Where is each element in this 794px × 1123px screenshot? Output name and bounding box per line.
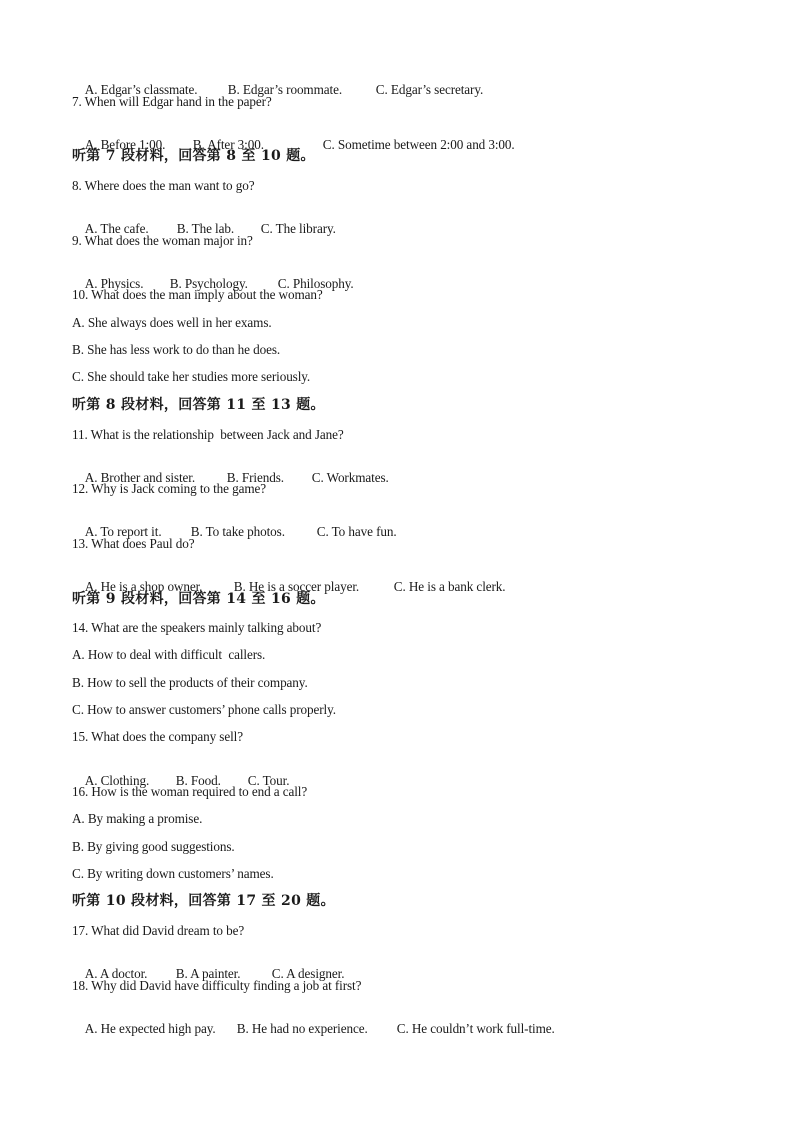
option-b: B. After 3:00. [192, 137, 264, 152]
option-c: C. By writing down customers’ names. [72, 866, 274, 881]
option-a: A. A doctor. [84, 966, 148, 981]
option-c: C. How to answer customers’ phone calls properly. [72, 702, 336, 717]
option-b: B. The lab. [176, 221, 235, 236]
question-15: 15. What does the company sell? [72, 729, 243, 744]
option-c: C. Philosophy. [277, 276, 354, 291]
option-b: B. To take photos. [190, 524, 285, 539]
section-heading-10: 听第 10 段材料，回答第 17 至 20 题。 [72, 893, 335, 909]
option-c: C. The library. [260, 221, 336, 236]
option-b: B. Edgar’s roommate. [227, 82, 343, 97]
option-a: A. Edgar’s classmate. [84, 82, 198, 97]
question-16: 16. How is the woman required to end a call? [72, 784, 308, 799]
options-line-q18 [72, 1005, 555, 1053]
option-c: C. To have fun. [316, 524, 397, 539]
option-b: B. She has less work to do than he does. [72, 342, 281, 357]
option-b: B. A painter. [175, 966, 241, 981]
question-17: 17. What did David dream to be? [72, 923, 245, 938]
option-c: C. Tour. [247, 773, 290, 788]
question-18: 18. Why did David have difficulty finding a job at first? [72, 978, 362, 993]
option-c: C. He couldn’t work full-time. [396, 1021, 555, 1036]
option-b: B. He had no experience. [236, 1021, 368, 1036]
question-12: 12. Why is Jack coming to the game? [72, 481, 267, 496]
section-heading-8: 听第 8 段材料，回答第 11 至 13 题。 [72, 397, 325, 413]
question-14: 14. What are the speakers mainly talking about? [72, 620, 322, 635]
question-7: 7. When will Edgar hand in the paper? [72, 94, 272, 109]
option-b: B. By giving good suggestions. [72, 839, 235, 854]
option-b: B. He is a soccer player. [233, 579, 360, 594]
question-13: 13. What does Paul do? [72, 536, 195, 551]
option-a: A. She always does well in her exams. [72, 315, 272, 330]
option-b: B. Friends. [226, 470, 284, 485]
option-a: A. Clothing. [84, 773, 150, 788]
question-11: 11. What is the relationship between Jack and Jane? [72, 427, 344, 442]
section-heading-9: 听第 9 段材料，回答第 14 至 16 题。 [72, 591, 325, 607]
question-8: 8. Where does the man want to go? [72, 178, 255, 193]
option-a: A. Physics. [84, 276, 144, 291]
option-a: A. To report it. [84, 524, 162, 539]
option-a: A. How to deal with difficult callers. [72, 647, 266, 662]
option-a: A. He expected high pay. [84, 1021, 216, 1036]
option-b: B. How to sell the products of their company. [72, 675, 308, 690]
option-a: A. The cafe. [84, 221, 149, 236]
option-b: B. Food. [175, 773, 221, 788]
option-c: C. Workmates. [311, 470, 389, 485]
section-heading-7: 听第 7 段材料，回答第 8 至 10 题。 [72, 148, 315, 164]
question-9: 9. What does the woman major in? [72, 233, 253, 248]
option-b: B. Psychology. [169, 276, 248, 291]
option-a: A. Before 1:00. [84, 137, 166, 152]
option-c: C. Edgar’s secretary. [375, 82, 484, 97]
option-c: C. She should take her studies more seriously. [72, 369, 311, 384]
option-c: C. A designer. [271, 966, 345, 981]
option-a: A. By making a promise. [72, 811, 203, 826]
option-a: A. He is a shop owner. [84, 579, 203, 594]
option-c: C. He is a bank clerk. [393, 579, 506, 594]
question-10: 10. What does the man imply about the woman? [72, 287, 323, 302]
option-a: A. Brother and sister. [84, 470, 196, 485]
option-c: C. Sometime between 2:00 and 3:00. [322, 137, 515, 152]
